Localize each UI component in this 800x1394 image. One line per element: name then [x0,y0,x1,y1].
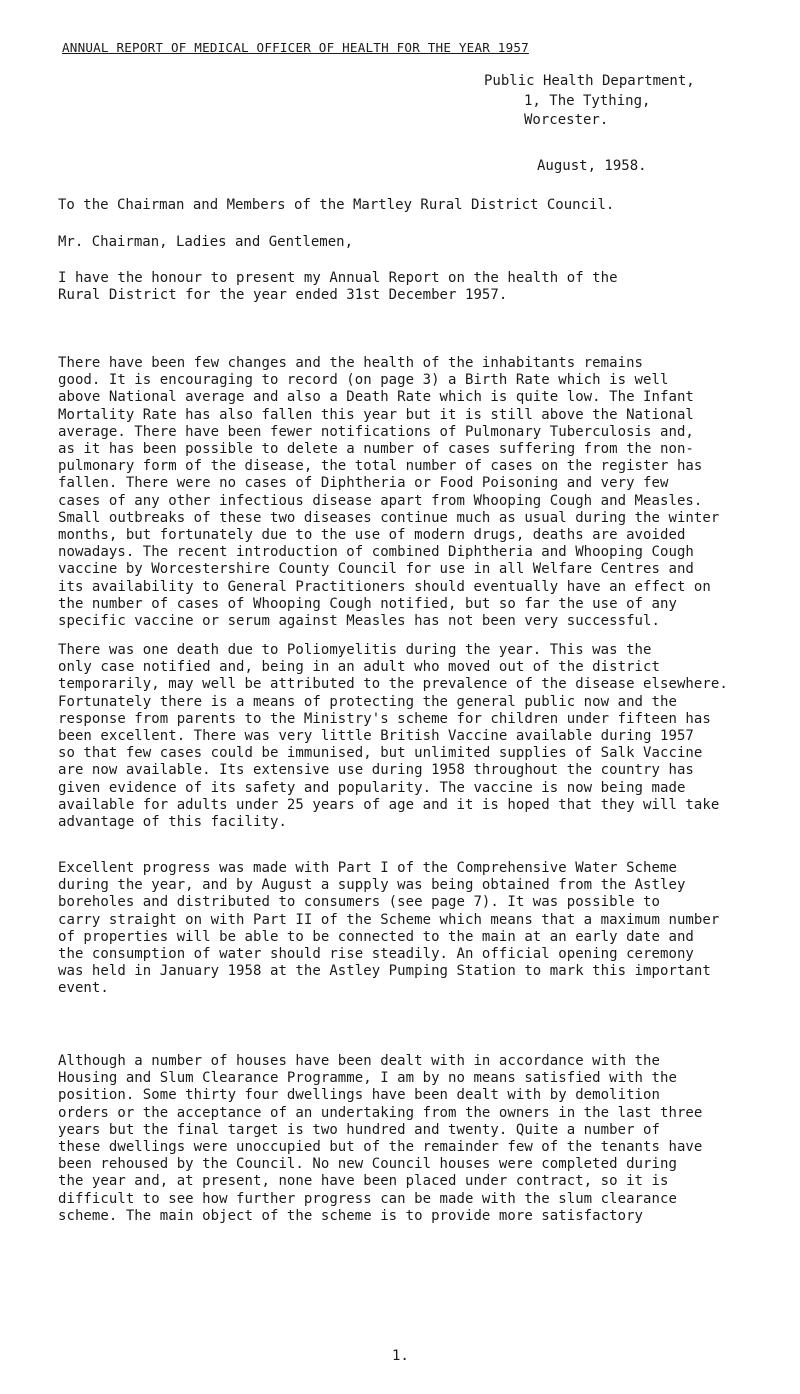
paragraph-line: advantage of this facility. [58,814,287,831]
paragraph-line: available for adults under 25 years of age and it is hoped that they will take [58,796,720,813]
paragraph-line: during the year, and by August a supply was being obtained from the Astley [58,877,686,894]
paragraph-line: Rural District for the year ended 31st December 1957. [58,287,508,304]
paragraph-line: Although a number of houses have been dealt with in accordance with the [58,1053,660,1069]
salutation: Mr. Chairman, Ladies and Gentlemen, [58,234,354,250]
paragraph-line: years but the final target is two hundred and twenty. Quite a number of [58,1121,660,1138]
paragraph-line: its availability to General Practitioners should eventually have an effect on [58,578,711,595]
paragraph-line: average. There have been fewer notifications of Pulmonary Tuberculosis and, [58,423,694,440]
paragraph-line: months, but fortunately due to the use of modern drugs, deaths are avoided [58,527,686,544]
paragraph-line: I have the honour to present my Annual Report on the health of the [58,270,618,286]
paragraph-line: above National average and also a Death Rate which is quite low. The Infant [58,389,694,406]
paragraph-line: the number of cases of Whooping Cough notified, but so far the use of any [58,595,677,612]
address-line: Public Health Department, [484,73,695,89]
paragraph-line: been rehoused by the Council. No new Council houses were completed during [58,1156,677,1173]
paragraph-line: Fortunately there is a means of protecting the general public now and the [58,693,677,710]
paragraph-line: Mortality Rate has also fallen this year but it is still above the National [58,406,694,423]
paragraph-line: good. It is encouraging to record (on page 3) a Birth Rate which is well [58,372,669,389]
paragraph-line: given evidence of its safety and popularity. The vaccine is now being made [58,779,686,796]
paragraph-line: There was one death due to Poliomyelitis during the year. This was the [58,642,652,658]
page-number: 1. [392,1348,409,1364]
paragraph-housing [58,1053,774,1225]
paragraph-line: the year and, at present, none have been placed under contract, so it is [58,1173,669,1190]
letter-date: August, 1958. [537,158,647,174]
paragraph-line: vaccine by Worcestershire County Council for use in all Welfare Centres and [58,561,694,578]
paragraph-line: been excellent. There was very little British Vaccine available during 1957 [58,728,694,745]
paragraph-line: so that few cases could be immunised, but unlimited supplies of Salk Vaccine [58,745,703,762]
paragraph-line: difficult to see how further progress can be made with the slum clearance [58,1190,677,1207]
paragraph-line: Housing and Slum Clearance Programme, I am by no means satisfied with the [58,1070,677,1087]
addressee: To the Chairman and Members of the Martley Rural District Council. [58,197,615,213]
paragraph-poliomyelitis [58,642,774,831]
paragraph-line: response from parents to the Ministry's scheme for children under fifteen has [58,710,711,727]
paragraph-water-scheme [58,860,774,998]
paragraph-health-summary [58,355,774,630]
sender-address [484,72,695,131]
paragraph-line: are now available. Its extensive use during 1958 throughout the country has [58,762,694,779]
paragraph-line: was held in January 1958 at the Astley Pumping Station to mark this important [58,963,711,980]
paragraph-line: nowadays. The recent introduction of combined Diphtheria and Whooping Cough [58,544,694,561]
paragraph-line: the consumption of water should rise steadily. An official opening ceremony [58,946,694,963]
paragraph-line: of properties will be able to be connected to the main at an early date and [58,928,694,945]
paragraph-line: position. Some thirty four dwellings have been dealt with by demolition [58,1087,660,1104]
address-line: 1, The Tything, [524,92,651,109]
paragraph-line: cases of any other infectious disease apart from Whooping Cough and Measles. [58,492,703,509]
paragraph-line: scheme. The main object of the scheme is to provide more satisfactory [58,1207,644,1224]
paragraph-line: these dwellings were unoccupied but of the remainder few of the tenants have [58,1139,703,1156]
paragraph-line: pulmonary form of the disease, the total number of cases on the register has [58,458,703,475]
paragraph-line: only case notified and, being in an adult who moved out of the district [58,659,660,676]
paragraph-line: specific vaccine or serum against Measles has not been very successful. [58,613,660,630]
report-title: ANNUAL REPORT OF MEDICAL OFFICER OF HEALTH FOR THE YEAR 1957 [62,40,529,55]
paragraph-introduction [58,270,774,304]
paragraph-line: orders or the acceptance of an undertaking from the owners in the last three [58,1104,703,1121]
address-line: Worcester. [524,112,609,128]
paragraph-line: boreholes and distributed to consumers (see page 7). It was possible to [58,894,660,911]
paragraph-line: fallen. There were no cases of Diphtheria or Food Poisoning and very few [58,475,669,492]
paragraph-line: carry straight on with Part II of the Scheme which means that a maximum number [58,911,720,928]
paragraph-line: Excellent progress was made with Part I of the Comprehensive Water Scheme [58,860,677,876]
paragraph-line: There have been few changes and the health of the inhabitants remains [58,355,644,371]
paragraph-line: as it has been possible to delete a number of cases suffering from the non- [58,441,694,458]
paragraph-line: Small outbreaks of these two diseases continue much as usual during the winter [58,509,720,526]
paragraph-line: temporarily, may well be attributed to the prevalence of the disease elsewhere. [58,676,728,693]
paragraph-line: event. [58,980,109,997]
